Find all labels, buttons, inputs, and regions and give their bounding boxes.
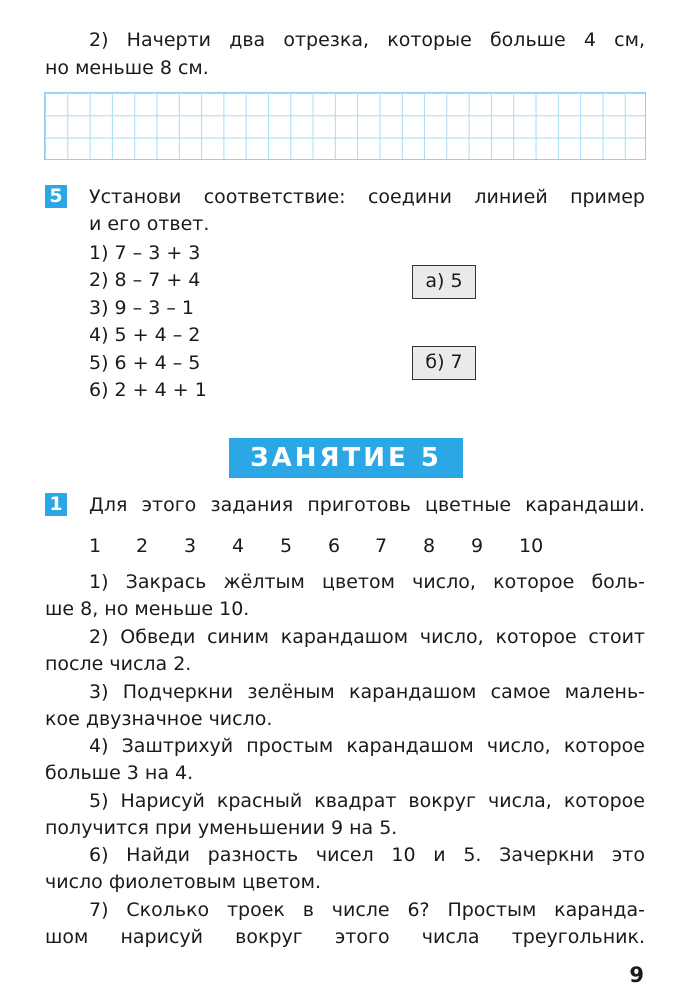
drawing-grid[interactable] (44, 92, 646, 160)
task1-item-6-line1: 6) Найди разность чисел 10 и 5. Зачеркни это (89, 844, 645, 866)
task1-item-5-line1: 5) Нарисуй красный квадрат вокруг числа, которое (89, 790, 645, 812)
task1-item-3-line2: кое двузначное число. (45, 708, 273, 730)
page-number: 9 (629, 963, 644, 987)
task1-item-1-line2: ше 8, но меньше 10. (45, 598, 250, 620)
example-item[interactable]: 6) 2 + 4 + 1 (89, 379, 207, 401)
number-item[interactable]: 7 (375, 535, 388, 557)
number-item[interactable]: 4 (232, 535, 245, 557)
task1-intro: Для этого задания приготовь цветные карандаши. (89, 494, 645, 516)
answer-box-b[interactable]: б) 7 (412, 346, 476, 380)
task1-item-7-line2: шом нарисуй вокруг этого числа треугольник. (45, 926, 645, 948)
task1-item-1-line1: 1) Закрась жёлтым цветом число, которое боль- (89, 571, 645, 593)
task5-line2: и его ответ. (89, 213, 210, 235)
number-item[interactable]: 3 (184, 535, 197, 557)
number-item[interactable]: 6 (328, 535, 341, 557)
example-item[interactable]: 4) 5 + 4 – 2 (89, 324, 201, 346)
task1-item-3-line1: 3) Подчеркни зелёным карандашом самое малень- (89, 681, 645, 703)
task1-item-2-line2: после числа 2. (45, 653, 192, 675)
task1-item-4-line2: больше 3 на 4. (45, 762, 194, 784)
number-item[interactable]: 1 (89, 535, 102, 557)
example-item[interactable]: 2) 8 – 7 + 4 (89, 269, 201, 291)
number-item[interactable]: 10 (519, 535, 544, 557)
task5-line1: Установи соответствие: соедини линией пример (89, 186, 645, 208)
task4-part2-line1: 2) Начерти два отрезка, которые больше 4 см, (89, 29, 645, 51)
task1-item-7-line1: 7) Сколько троек в числе 6? Простым каранда- (89, 899, 645, 921)
number-item[interactable]: 9 (471, 535, 484, 557)
number-item[interactable]: 2 (136, 535, 149, 557)
example-item[interactable]: 1) 7 – 3 + 3 (89, 242, 201, 264)
example-item[interactable]: 3) 9 – 3 – 1 (89, 297, 194, 319)
answer-box-a[interactable]: а) 5 (412, 265, 476, 299)
task1-badge: 1 (45, 493, 67, 516)
task1-item-2-line1: 2) Обведи синим карандашом число, которое стоит (89, 626, 645, 648)
lesson-title: ЗАНЯТИЕ 5 (229, 438, 463, 478)
number-item[interactable]: 8 (423, 535, 436, 557)
example-item[interactable]: 5) 6 + 4 – 5 (89, 352, 201, 374)
task4-part2-line2: но меньше 8 см. (45, 57, 209, 79)
task1-item-5-line2: получится при уменьшении 9 на 5. (45, 817, 398, 839)
task1-item-6-line2: число фиолетовым цветом. (45, 871, 322, 893)
number-item[interactable]: 5 (280, 535, 293, 557)
task1-item-4-line1: 4) Заштрихуй простым карандашом число, которое (89, 735, 645, 757)
task5-badge: 5 (45, 185, 67, 208)
